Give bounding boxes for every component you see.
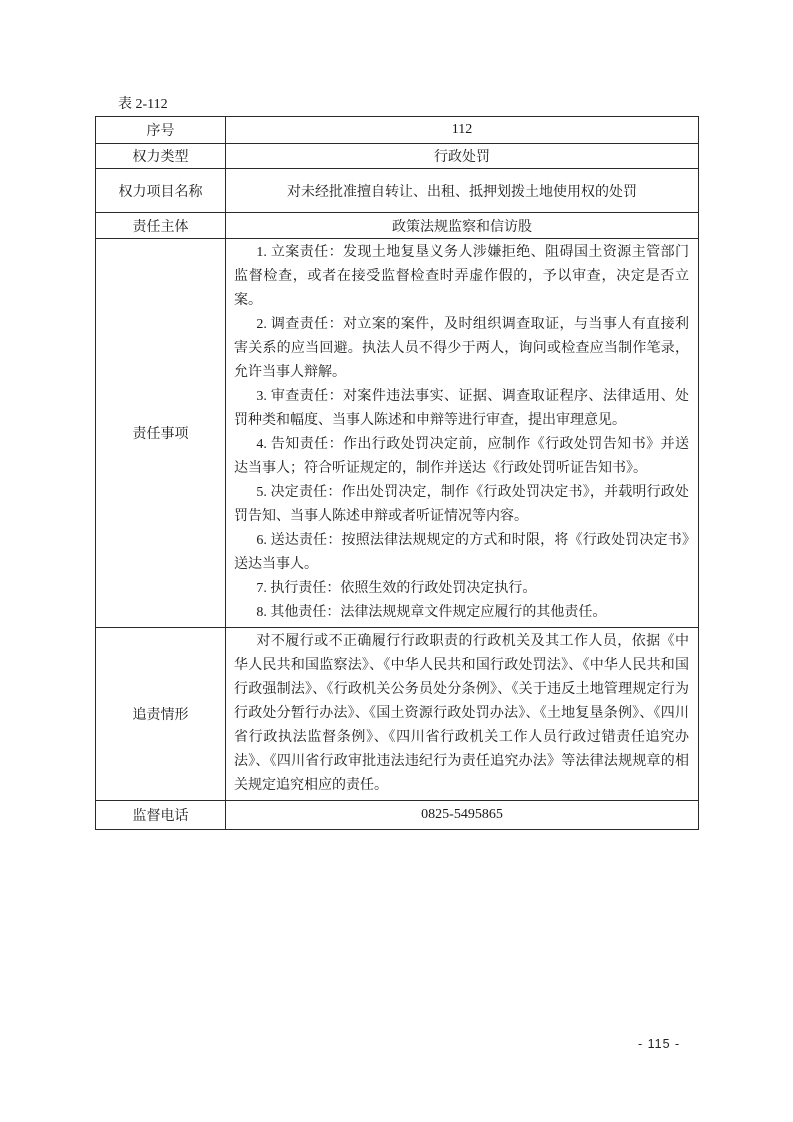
row-label-project-name: 权力项目名称 [96,169,226,213]
table-row-power-type [96,144,699,169]
row-label-supervision-phone: 监督电话 [96,801,226,830]
duty-paragraph-3: 3. 审查责任：对案件违法事实、证据、调查取证程序、法律适用、处罚种类和幅度、当事人陈述和申辩等进行审查，提出审理意见。 [234,389,689,428]
table-row-duty-items [96,239,699,628]
power-item-table [95,116,699,830]
row-value-serial: 112 [226,117,699,144]
row-label-serial: 序号 [96,117,226,144]
table-row-project-name [96,169,699,213]
duty-paragraph-1: 1. 立案责任：发现土地复垦义务人涉嫌拒绝、阻碍国土资源主管部门监督检查，或者在接受监督检查时弄虚作假的，予以审查，决定是否立案。 [234,245,689,308]
table-row-responsible-body [96,213,699,239]
row-value-responsible-body: 政策法规监察和信访股 [226,213,699,239]
row-label-responsible-body: 责任主体 [96,213,226,239]
row-value-supervision-phone: 0825-5495865 [226,801,699,830]
accountability-paragraph: 对不履行或不正确履行行政职责的行政机关及其工作人员，依据《中华人民共和国监察法》、《中华人民共和国行政处罚法》、《中华人民共和国行政强制法》、《行政机关公务员处分条例》、《关于违反土地管理规定行为行政处分暂行办法》、《国土资源行政处罚办法》、《土地复垦条例》、《四川省行政执法监督条例》、《四川省行政机关工作人员行政过错责任追究办法》、《四川省行政审批违法违纪行为责任追究办法》等法律法规规章的相关规定追究相应的责任。 [234,634,689,793]
table-caption: 表 2-112 [118,97,168,112]
table-row-serial [96,117,699,144]
row-value-power-type: 行政处罚 [226,144,699,169]
duty-paragraph-5: 5. 决定责任：作出处罚决定，制作《行政处罚决定书》，并载明行政处罚告知、当事人陈述申辩或者听证情况等内容。 [234,485,689,524]
row-value-accountability [226,628,699,801]
row-label-power-type: 权力类型 [96,144,226,169]
row-value-duty-items [226,239,699,628]
page-number: - 115 - [638,1037,681,1051]
duty-paragraph-4: 4. 告知责任：作出行政处罚决定前，应制作《行政处罚告知书》并送达当事人；符合听证规定的，制作并送达《行政处罚听证告知书》。 [234,437,689,476]
duty-paragraph-7: 7. 执行责任：依照生效的行政处罚决定执行。 [256,581,537,596]
row-label-accountability: 追责情形 [96,628,226,801]
table-row-supervision-phone [96,801,699,830]
duty-paragraph-2: 2. 调查责任：对立案的案件，及时组织调查取证，与当事人有直接利害关系的应当回避。执法人员不得少于两人，询问或检查应当制作笔录，允许当事人辩解。 [234,317,689,380]
table-row-accountability [96,628,699,801]
row-label-duty-items: 责任事项 [96,239,226,628]
row-value-project-name: 对未经批准擅自转让、出租、抵押划拨土地使用权的处罚 [226,169,699,213]
duty-paragraph-6: 6. 送达责任：按照法律法规规定的方式和时限，将《行政处罚决定书》送达当事人。 [234,533,689,572]
duty-paragraph-8: 8. 其他责任：法律法规规章文件规定应履行的其他责任。 [256,605,607,620]
